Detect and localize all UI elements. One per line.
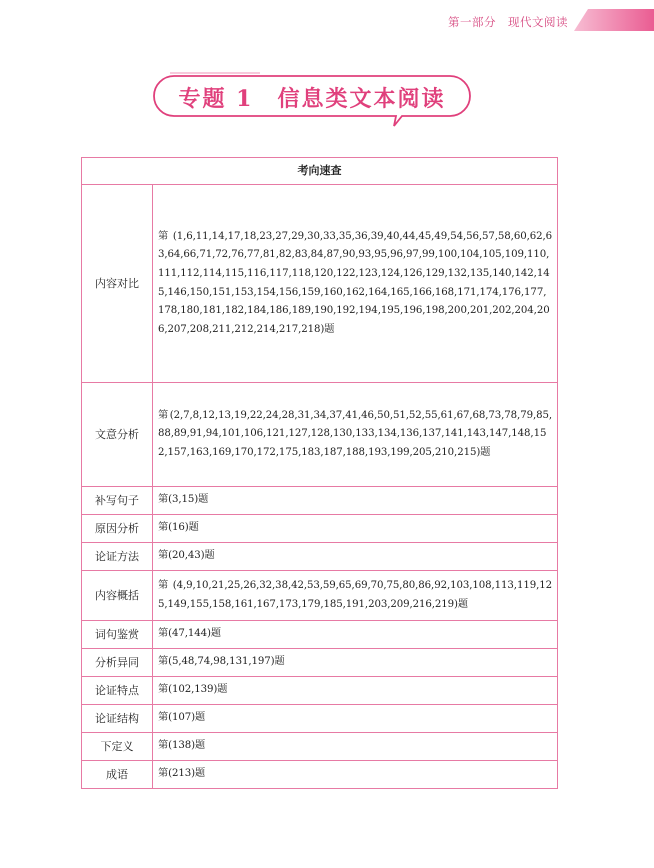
header-accent-bar [574,9,654,31]
page-title: 专题 1 信息类文本阅读 [178,85,446,112]
table-heading: 考向速查 [82,158,558,185]
category-cell: 文意分析 [82,383,153,487]
question-list-cell: 第(20,43)题 [153,543,558,571]
question-list-cell: 第(5,48,74,98,131,197)题 [153,649,558,677]
question-list-cell: 第(47,144)题 [153,621,558,649]
table-row [82,677,558,705]
table-row [82,571,558,621]
category-cell: 词句鉴赏 [82,621,153,649]
table-row [82,543,558,571]
question-list-cell: 第(16)题 [153,515,558,543]
question-list-cell: 第(3,15)题 [153,487,558,515]
table-row [82,383,558,487]
category-cell: 成语 [82,761,153,789]
question-list-cell: 第(102,139)题 [153,677,558,705]
table-row [82,705,558,733]
table-row [82,621,558,649]
table-row [82,649,558,677]
question-index-table [81,157,558,789]
category-cell: 论证特点 [82,677,153,705]
question-list-cell: 第(213)题 [153,761,558,789]
category-cell: 原因分析 [82,515,153,543]
category-cell: 论证结构 [82,705,153,733]
table-row [82,487,558,515]
table-row [82,515,558,543]
category-cell: 补写句子 [82,487,153,515]
question-list-cell: 第(2,7,8,12,13,19,22,24,28,31,34,37,41,46,50,51,52,55,61,67,68,73,78,79,85,88,89,91,94,101,106,121,127,128,130,133,134,136,137,141,143,147,148,152,157,163,169,170,172,175,183,187,188,193,199,205,210,215)题 [153,383,558,487]
category-cell: 分析异同 [82,649,153,677]
category-cell: 内容概括 [82,571,153,621]
category-cell: 论证方法 [82,543,153,571]
category-cell: 内容对比 [82,185,153,383]
table-row [82,761,558,789]
question-list-cell: 第(107)题 [153,705,558,733]
question-list-cell: 第(1,6,11,14,17,18,23,27,29,30,33,35,36,39,40,44,45,49,54,56,57,58,60,62,63,64,66,71,72,76,77,81,82,83,84,87,90,93,95,96,97,99,100,104,105,109,110,111,112,114,115,116,117,118,120,122,123,124,126,129,132,135,140,142,145,146,150,151,153,154,156,159,160,162,164,165,166,168,171,174,176,177,178,180,181,182,184,186,189,190,192,194,195,196,198,200,201,202,204,206,207,208,211,212,214,217,218)题 [153,185,558,383]
question-list-cell: 第(138)题 [153,733,558,761]
table-row [82,185,558,383]
section-label: 第一部分 现代文阅读 [448,15,568,29]
question-list-cell: 第(4,9,10,21,25,26,32,38,42,53,59,65,69,70,75,80,86,92,103,108,113,119,125,149,155,158,161,167,173,179,185,191,203,209,216,219)题 [153,571,558,621]
table-row [82,733,558,761]
category-cell: 下定义 [82,733,153,761]
